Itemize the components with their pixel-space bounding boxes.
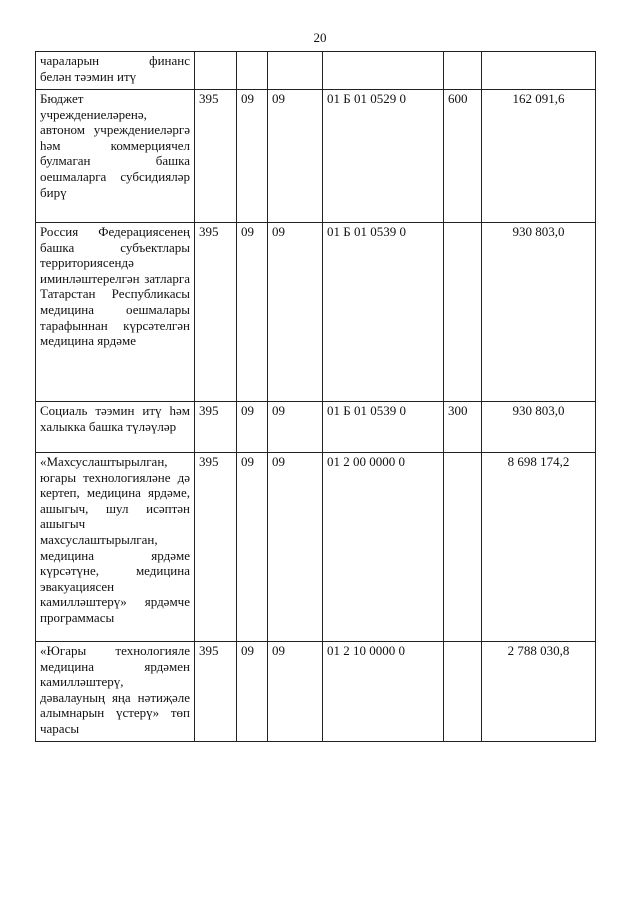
code-5: [444, 223, 482, 402]
amount: 930 803,0: [482, 223, 596, 402]
code-5: [444, 642, 482, 742]
code-1: [195, 52, 237, 90]
code-4: 01 Б 01 0539 0: [323, 223, 444, 402]
row-name: «Махсуслаштырылган, югары технологияләне дә кертеп, медицина ярдәме, ашыгыч, шул исәптән ашыгыч махсуслаштырылган, медицина ярдәме күрсәтүне, медицина эвакуациясен камилләштерү» ярдәмче программасы: [36, 453, 195, 642]
row-name-line: чараларын финанс: [40, 53, 190, 68]
code-2: 09: [237, 90, 268, 223]
code-1: 395: [195, 453, 237, 642]
table-row: [36, 402, 596, 453]
code-5: [444, 453, 482, 642]
page-number: 20: [313, 30, 327, 45]
table-row: [36, 52, 596, 90]
code-3: 09: [268, 223, 323, 402]
code-3: [268, 52, 323, 90]
code-2: 09: [237, 402, 268, 453]
row-name: [36, 52, 195, 90]
code-4: 01 2 00 0000 0: [323, 453, 444, 642]
code-2: 09: [237, 223, 268, 402]
table-row: [36, 223, 596, 402]
code-1: 395: [195, 90, 237, 223]
code-4: 01 2 10 0000 0: [323, 642, 444, 742]
code-4: 01 Б 01 0529 0: [323, 90, 444, 223]
code-5: 300: [444, 402, 482, 453]
code-2: 09: [237, 642, 268, 742]
code-3: 09: [268, 453, 323, 642]
table-row: [36, 453, 596, 642]
amount: 930 803,0: [482, 402, 596, 453]
table-row: [36, 90, 596, 223]
amount: [482, 52, 596, 90]
code-4: 01 Б 01 0539 0: [323, 402, 444, 453]
budget-table: [35, 51, 596, 742]
row-name: «Югары технологияле медицина ярдәмен камилләштерү, дәвалауның яңа нәтиҗәле алымнарын үстерү» төп чарасы: [36, 642, 195, 742]
code-3: 09: [268, 90, 323, 223]
amount: 8 698 174,2: [482, 453, 596, 642]
amount: 162 091,6: [482, 90, 596, 223]
code-2: 09: [237, 453, 268, 642]
code-3: 09: [268, 402, 323, 453]
amount: 2 788 030,8: [482, 642, 596, 742]
code-2: [237, 52, 268, 90]
code-4: [323, 52, 444, 90]
code-3: 09: [268, 642, 323, 742]
code-1: 395: [195, 223, 237, 402]
row-name: Бюджет учреждениеләренә, автоном учреждениеләргә һәм коммерциячел булмаган башка оешмаларга субсидияләр бирү: [36, 90, 195, 223]
code-5: [444, 52, 482, 90]
table-row: [36, 642, 596, 742]
row-name: Россия Федерациясенең башка субъектлары территориясендә иминләштерелгән затларга Татарстан Республикасы медицина оешмалары тарафыннан күрсәтелгән медицина ярдәме: [36, 223, 195, 402]
code-1: 395: [195, 402, 237, 453]
row-name: Социаль тәэмин итү һәм халыкка башка түләүләр: [36, 402, 195, 453]
code-5: 600: [444, 90, 482, 223]
row-name-line: белән тәэмин итү: [40, 68, 137, 84]
code-1: 395: [195, 642, 237, 742]
